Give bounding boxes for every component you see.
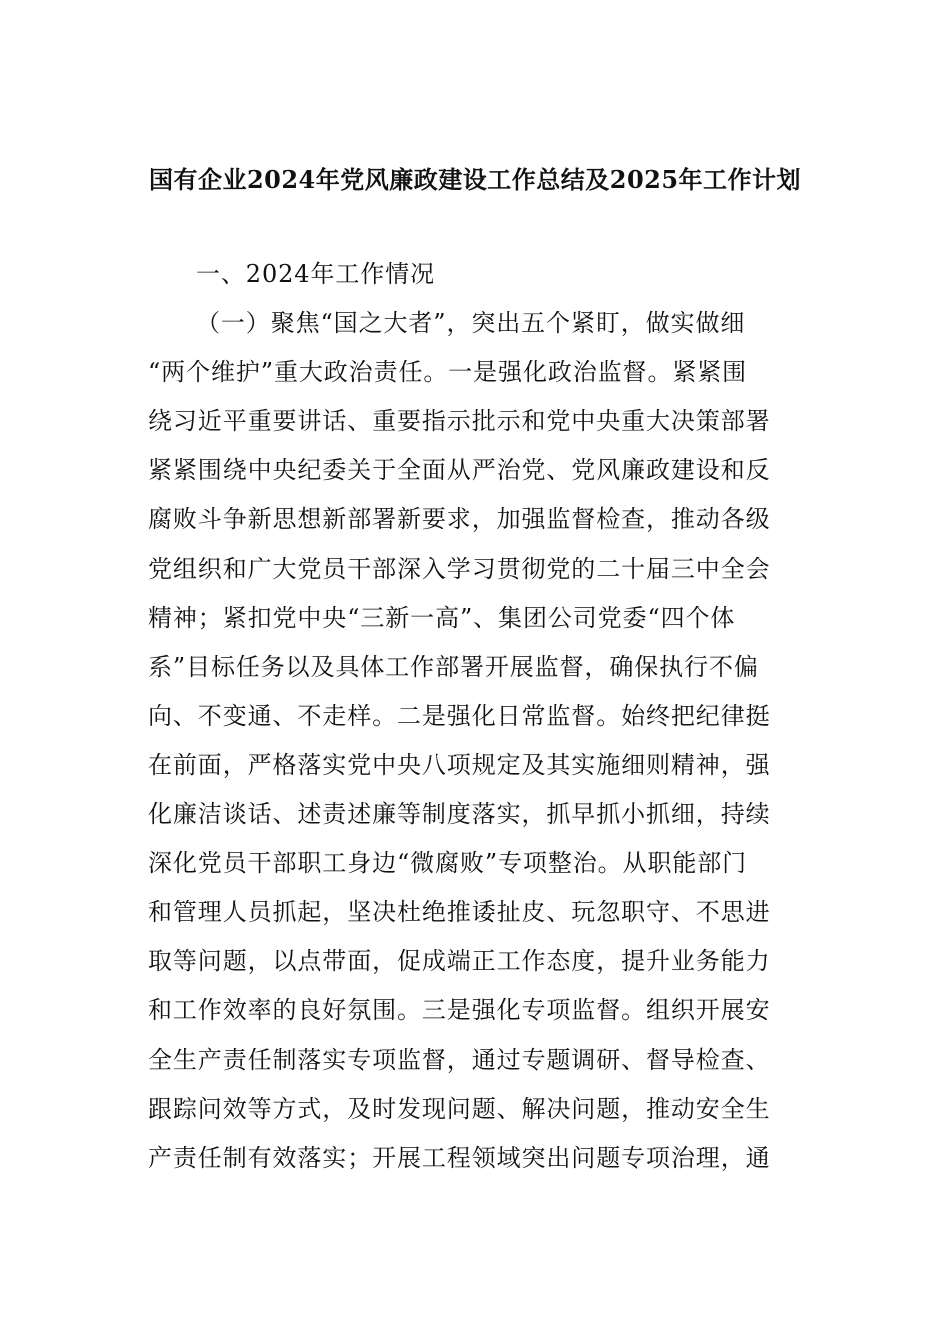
paragraph-line: 绕习近平重要讲话、重要指示批示和党中央重大决策部署 [148,407,771,436]
paragraph-line: 深化党员干部职工身边“微腐败”专项整治。从职能部门 [148,849,748,878]
paragraph-line: 和管理人员抓起，坚决杜绝推诿扯皮、玩忽职守、不思进 [148,898,771,927]
paragraph-line: 全生产责任制落实专项监督，通过专题调研、督导检查、 [148,1045,771,1074]
paragraph-line: 产责任制有效落实；开展工程领域突出问题专项治理，通 [148,1143,771,1172]
paragraph-line: 系”目标任务以及具体工作部署开展监督，确保执行不偏 [148,652,759,681]
paragraph-line: 向、不变通、不走样。二是强化日常监督。始终把纪律挺 [148,701,771,730]
section-heading: 一、2024年工作情况 [196,260,435,288]
document-body [148,250,808,1183]
paragraph-line: 紧紧围绕中央纪委关于全面从严治党、党风廉政建设和反 [148,456,771,485]
paragraph-line: 腐败斗争新思想新部署新要求，加强监督检查，推动各级 [148,505,771,534]
paragraph-line: 取等问题，以点带面，促成端正工作态度，提升业务能力 [148,947,771,976]
paragraph-line: （一）聚焦“国之大者”，突出五个紧盯，做实做细 [196,309,746,338]
paragraph-line: 和工作效率的良好氛围。三是强化专项监督。组织开展安 [148,996,771,1025]
paragraph-line: 党组织和广大党员干部深入学习贯彻党的二十届三中全会 [148,554,771,583]
document-title: 国有企业2024年党风廉政建设工作总结及2025年工作计划 [148,165,802,194]
paragraph-line: 跟踪问效等方式，及时发现问题、解决问题，推动安全生 [148,1094,771,1123]
paragraph-line: 化廉洁谈话、述责述廉等制度落实，抓早抓小抓细，持续 [148,800,771,829]
paragraph-line: 精神；紧扣党中央“三新一高”、集团公司党委“四个体 [148,603,736,632]
paragraph-line: “两个维护”重大政治责任。一是强化政治监督。紧紧围 [148,358,748,387]
paragraph-line: 在前面，严格落实党中央八项规定及其实施细则精神，强 [148,750,771,779]
